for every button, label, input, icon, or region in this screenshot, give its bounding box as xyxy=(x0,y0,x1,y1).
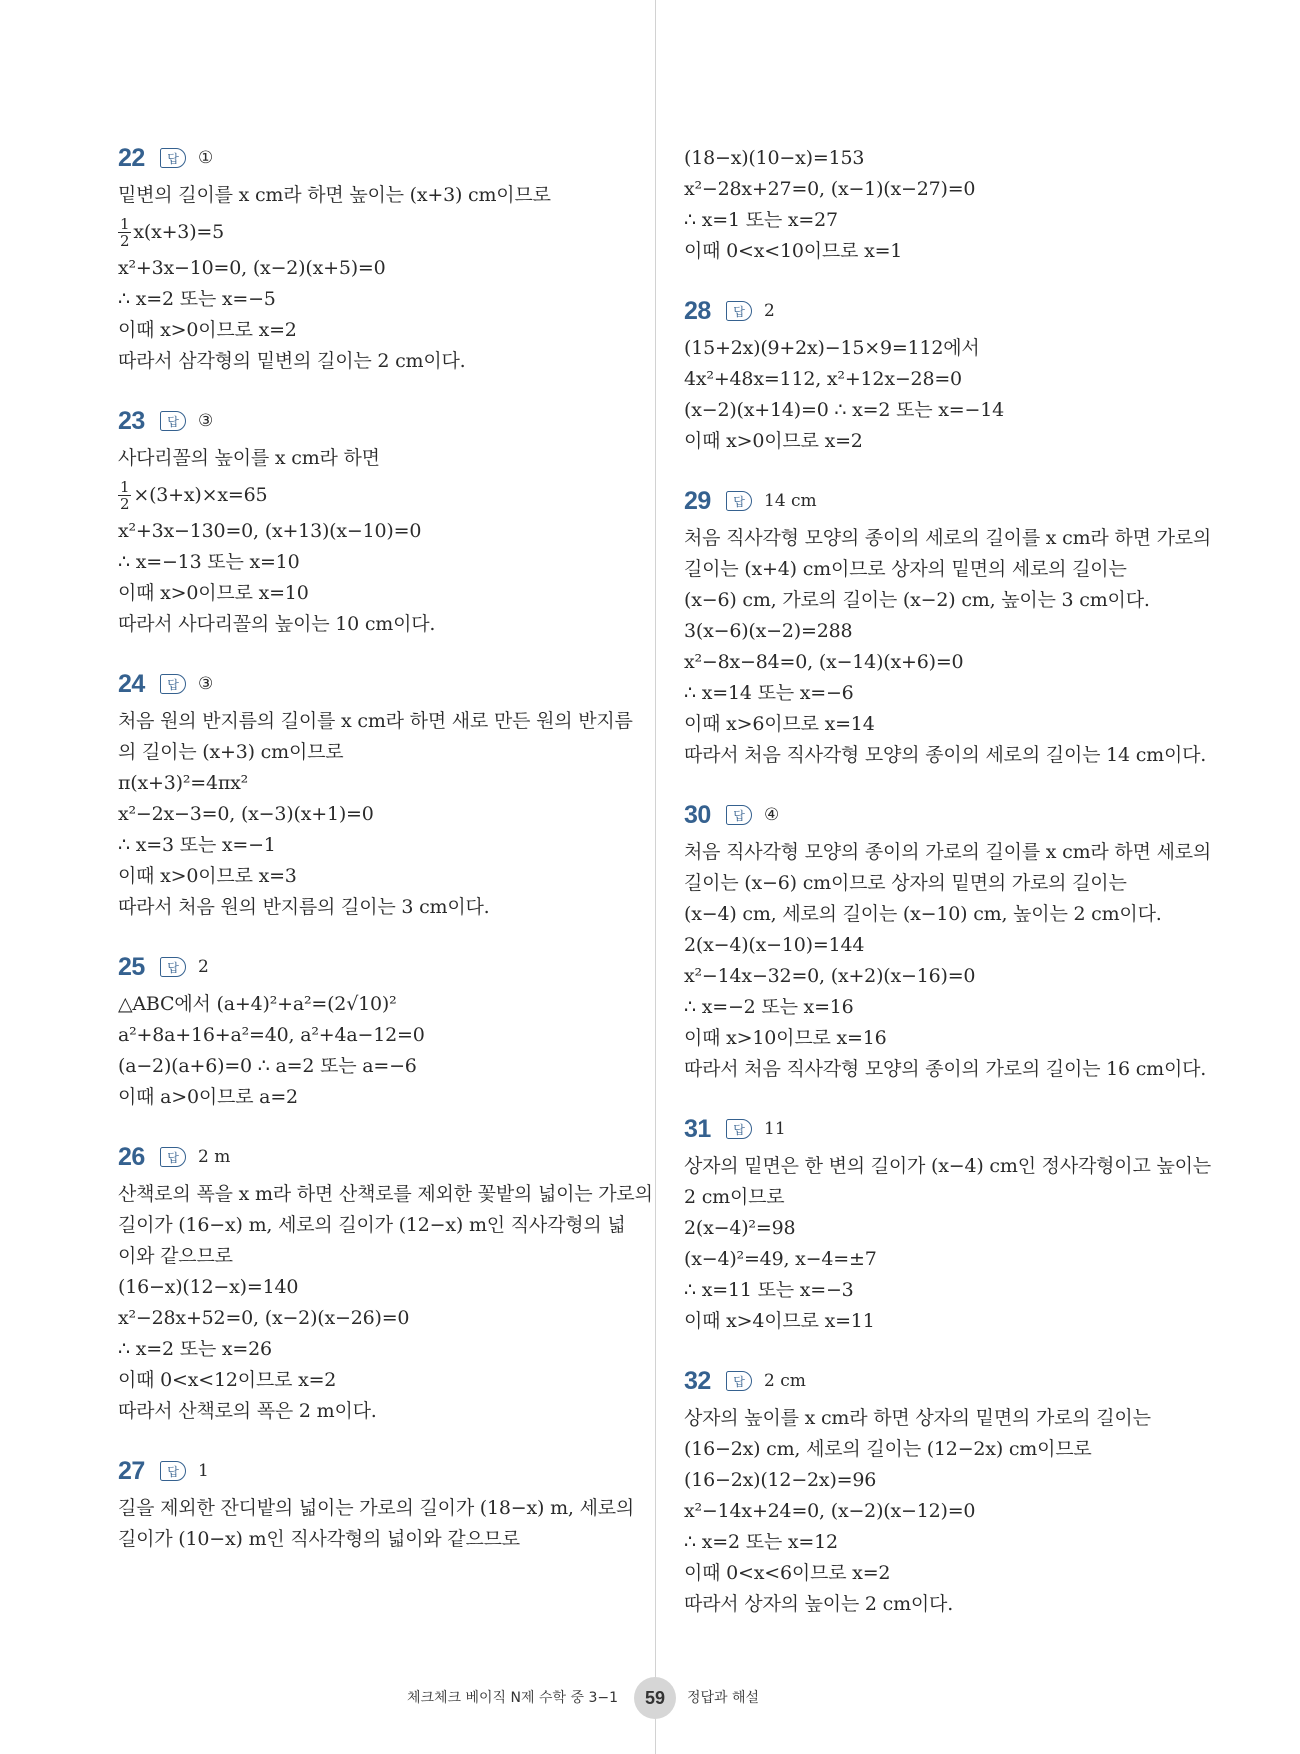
answer-value: ① xyxy=(198,148,214,168)
problem-number: 29 xyxy=(684,486,711,515)
solution-line: ∴ x=−2 또는 x=16 xyxy=(684,996,854,1018)
solution-line: x²−2x−3=0, (x−3)(x+1)=0 xyxy=(118,803,374,825)
answer-badge: 답 xyxy=(160,674,186,694)
problem-number: 28 xyxy=(684,296,711,325)
answer-value: 11 xyxy=(764,1119,786,1139)
answer-badge: 답 xyxy=(726,301,752,321)
problem-22 xyxy=(118,140,638,377)
solution-line: 따라서 처음 직사각형 모양의 종이의 세로의 길이는 14 cm이다. xyxy=(684,744,1207,766)
solution-line: 길을 제외한 잔디밭의 넓이는 가로의 길이가 (18−x) m, 세로의 xyxy=(118,1497,635,1519)
column-divider xyxy=(655,0,656,1754)
problem-30 xyxy=(684,797,1212,1085)
fraction: $\frac{1}{2}$ xyxy=(120,214,130,250)
solution-line: 3(x−6)(x−2)=288 xyxy=(684,620,853,642)
solution-line: x²−28x+52=0, (x−2)(x−26)=0 xyxy=(118,1307,410,1329)
solution-line: 따라서 사다리꼴의 높이는 10 cm이다. xyxy=(118,613,436,635)
problem-23 xyxy=(118,403,638,640)
solution-line: 이때 x>0이므로 x=3 xyxy=(118,865,297,887)
solution-line: 이때 x>0이므로 x=2 xyxy=(118,319,297,341)
left-column xyxy=(118,140,653,1581)
solution-line: x²−8x−84=0, (x−14)(x+6)=0 xyxy=(684,651,964,673)
solution-line: 이때 0<x<12이므로 x=2 xyxy=(118,1369,337,1391)
problem-number: 23 xyxy=(118,406,145,435)
solution-line: ∴ x=11 또는 x=−3 xyxy=(684,1279,854,1301)
solution-line: 따라서 처음 원의 반지름의 길이는 3 cm이다. xyxy=(118,896,490,918)
solution-line: (15+2x)(9+2x)−15×9=112에서 xyxy=(684,337,980,359)
solution-line: 처음 원의 반지름의 길이를 x cm라 하면 새로 만든 원의 반지름 xyxy=(118,710,633,732)
right-column xyxy=(684,143,1212,1646)
problem-number: 30 xyxy=(684,800,711,829)
solution-line: 이때 x>10이므로 x=16 xyxy=(684,1027,887,1049)
problem-31 xyxy=(684,1111,1211,1337)
solution-line: x²+3x−130=0, (x+13)(x−10)=0 xyxy=(118,520,422,542)
solution-line: ∴ x=2 또는 x=12 xyxy=(684,1531,838,1553)
solution-line: △ABC에서 (a+4)²+a²=(2√10)² xyxy=(118,993,397,1015)
fraction: $\frac{1}{2}$ xyxy=(120,477,130,513)
solution-line: (x−6) cm, 가로의 길이는 (x−2) cm, 높이는 3 cm이다. xyxy=(684,589,1150,611)
solution-line: (18−x)(10−x)=153 xyxy=(684,147,865,169)
problem-28 xyxy=(684,293,1204,457)
problem-number: 27 xyxy=(118,1456,145,1485)
solution-line: 이때 x>4이므로 x=11 xyxy=(684,1310,875,1332)
solution-line: 따라서 처음 직사각형 모양의 종이의 가로의 길이는 16 cm이다. xyxy=(684,1058,1207,1080)
solution-line: x²−28x+27=0, (x−1)(x−27)=0 xyxy=(684,178,976,200)
solution-line: 길이는 (x−6) cm이므로 상자의 밑면의 가로의 길이는 xyxy=(684,872,1127,894)
solution-line: 사다리꼴의 높이를 x cm라 하면 xyxy=(118,447,380,469)
problem-number: 26 xyxy=(118,1142,145,1171)
solution-line: 밑변의 길이를 x cm라 하면 높이는 (x+3) cm이므로 xyxy=(118,184,551,206)
solution-line: (16−2x)(12−2x)=96 xyxy=(684,1469,877,1491)
solution-line: x²−14x−32=0, (x+2)(x−16)=0 xyxy=(684,965,976,987)
answer-value: 2 m xyxy=(198,1147,231,1167)
solution-line: ∴ x=−13 또는 x=10 xyxy=(118,551,300,573)
solution-line: 따라서 산책로의 폭은 2 m이다. xyxy=(118,1400,377,1422)
fraction-equation: $\frac{1}{2}$ ×(3+x)×x=65 xyxy=(120,477,268,513)
solution-line: ∴ x=14 또는 x=−6 xyxy=(684,682,854,704)
solution-line: (x−4) cm, 세로의 길이는 (x−10) cm, 높이는 2 cm이다. xyxy=(684,903,1162,925)
problem-number: 22 xyxy=(118,143,145,172)
answer-badge: 답 xyxy=(160,957,186,977)
answer-badge: 답 xyxy=(726,1371,752,1391)
solution-line: 산책로의 폭을 x m라 하면 산책로를 제외한 꽃밭의 넓이는 가로의 xyxy=(118,1183,653,1205)
problem-29 xyxy=(684,483,1212,771)
answer-value: 2 xyxy=(198,957,209,977)
solution-line: 처음 직사각형 모양의 종이의 세로의 길이를 x cm라 하면 가로의 xyxy=(684,527,1212,549)
solution-line: 따라서 상자의 높이는 2 cm이다. xyxy=(684,1593,954,1615)
problem-number: 31 xyxy=(684,1114,711,1143)
answer-value: ③ xyxy=(198,411,214,431)
solution-line: 2(x−4)(x−10)=144 xyxy=(684,934,865,956)
problem-number: 32 xyxy=(684,1366,711,1395)
solution-line: 이때 x>0이므로 x=10 xyxy=(118,582,309,604)
answer-value: ④ xyxy=(764,805,780,825)
solution-line: ∴ x=3 또는 x=−1 xyxy=(118,834,276,856)
answer-badge: 답 xyxy=(726,1119,752,1139)
problem-number: 25 xyxy=(118,952,145,981)
problem-number: 24 xyxy=(118,669,145,698)
solution-line: 따라서 삼각형의 밑변의 길이는 2 cm이다. xyxy=(118,350,466,372)
solution-line: 길이가 (16−x) m, 세로의 길이가 (12−x) m인 직사각형의 넓 xyxy=(118,1214,626,1236)
solution-line: 길이는 (x+4) cm이므로 상자의 밑면의 세로의 길이는 xyxy=(684,558,1127,580)
answer-value: 14 cm xyxy=(764,491,817,511)
solution-line: 2 cm이므로 xyxy=(684,1186,785,1208)
solution-line: 길이가 (10−x) m인 직사각형의 넓이와 같으므로 xyxy=(118,1528,520,1550)
page-footer xyxy=(0,1675,1300,1721)
answer-badge: 답 xyxy=(726,805,752,825)
answer-value: 2 xyxy=(764,301,775,321)
solution-line: 이때 x>6이므로 x=14 xyxy=(684,713,875,735)
answer-badge: 답 xyxy=(160,148,186,168)
solution-line: (x−4)²=49, x−4=±7 xyxy=(684,1248,877,1270)
problem-24 xyxy=(118,666,638,923)
solution-line: 처음 직사각형 모양의 종이의 가로의 길이를 x cm라 하면 세로의 xyxy=(684,841,1212,863)
answer-badge: 답 xyxy=(160,411,186,431)
solution-line: 상자의 높이를 x cm라 하면 상자의 밑면의 가로의 길이는 xyxy=(684,1407,1151,1429)
answer-value: 1 xyxy=(198,1461,209,1481)
solution-line: 이때 0<x<10이므로 x=1 xyxy=(684,240,903,262)
solution-line: ∴ x=2 또는 x=−5 xyxy=(118,288,276,310)
solution-line: (16−x)(12−x)=140 xyxy=(118,1276,299,1298)
solution-line: 2(x−4)²=98 xyxy=(684,1217,796,1239)
problem-26 xyxy=(118,1139,653,1427)
problem-27 xyxy=(118,1453,638,1555)
solution-line: (x−2)(x+14)=0 ∴ x=2 또는 x=−14 xyxy=(684,399,1005,421)
answer-value: 2 cm xyxy=(764,1371,806,1391)
problem-27-continued xyxy=(684,143,1204,267)
solution-line: a²+8a+16+a²=40, a²+4a−12=0 xyxy=(118,1024,425,1046)
answer-badge: 답 xyxy=(160,1461,186,1481)
answer-badge: 답 xyxy=(160,1147,186,1167)
solution-line: x²−14x+24=0, (x−2)(x−12)=0 xyxy=(684,1500,976,1522)
solution-line: 이때 0<x<6이므로 x=2 xyxy=(684,1562,891,1584)
solution-line: ∴ x=1 또는 x=27 xyxy=(684,209,838,231)
solution-line: π(x+3)²=4πx² xyxy=(118,772,249,794)
solution-line: 이때 a>0이므로 a=2 xyxy=(118,1086,298,1108)
answer-badge: 답 xyxy=(726,491,752,511)
page-number: 59 xyxy=(634,1677,676,1719)
book-title: 체크체크 베이직 N제 수학 중 3−1 xyxy=(406,1690,618,1706)
solution-line: 의 길이는 (x+3) cm이므로 xyxy=(118,741,344,763)
solution-line: x²+3x−10=0, (x−2)(x+5)=0 xyxy=(118,257,386,279)
solution-line: 상자의 밑면은 한 변의 길이가 (x−4) cm인 정사각형이고 높이는 xyxy=(684,1155,1211,1177)
problem-32 xyxy=(684,1363,1204,1620)
solution-line: 이와 같으므로 xyxy=(118,1245,233,1267)
answer-value: ③ xyxy=(198,674,214,694)
solution-line: 이때 x>0이므로 x=2 xyxy=(684,430,863,452)
section-title: 정답과 해설 xyxy=(687,1690,760,1706)
solution-line: 4x²+48x=112, x²+12x−28=0 xyxy=(684,368,962,390)
problem-25 xyxy=(118,949,638,1113)
solution-line: (a−2)(a+6)=0 ∴ a=2 또는 a=−6 xyxy=(118,1055,417,1077)
solution-line: ∴ x=2 또는 x=26 xyxy=(118,1338,272,1360)
fraction-equation: $\frac{1}{2}$ x(x+3)=5 xyxy=(120,214,225,250)
solution-line: (16−2x) cm, 세로의 길이는 (12−2x) cm이므로 xyxy=(684,1438,1092,1460)
